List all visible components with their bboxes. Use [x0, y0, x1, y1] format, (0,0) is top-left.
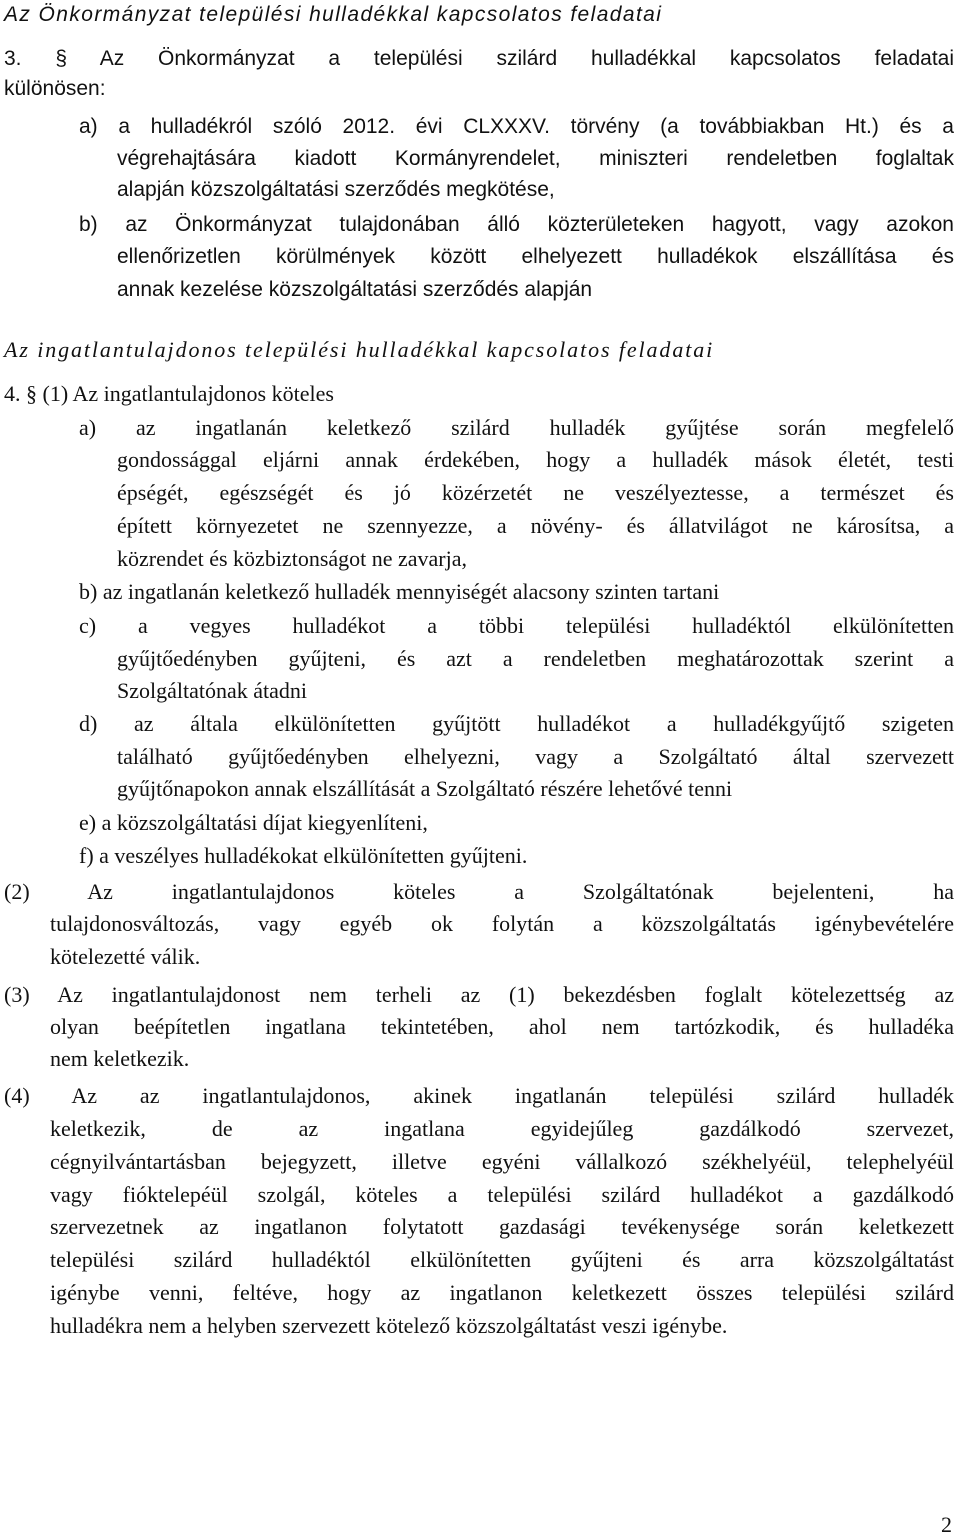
paragraph-4-4-line-5: szervezetnek az ingatlanon folytatott gazdasági tevékenysége során keletkezett [50, 1214, 954, 1239]
item-4d-line-2: található gyűjtőedényben elhelyezni, vagy a Szolgáltató által szervezett [117, 744, 954, 769]
item-a-line-2: végrehajtására kiadott Kormányrendelet, miniszteri rendeletben foglaltak [117, 147, 954, 170]
paragraph-4-4-line-3: cégnyilvántartásban bejegyzett, illetve egyéni vállalkozó székhelyéül, telephelyéül [50, 1149, 954, 1174]
item-4a-line-4: épített környezetet ne szennyezze, a növény- és állatvilágot ne károsítsa, a [117, 513, 954, 538]
section-heading-municipality: Az Önkormányzat települési hulladékkal kapcsolatos feladatai [4, 3, 663, 26]
page-number: 2 [941, 1512, 952, 1537]
item-4c-line-1: c) a vegyes hulladékot a többi települési hulladéktól elkülönítetten [79, 613, 954, 638]
paragraph-4-4-line-2: keletkezik, de az ingatlana egyidejűleg gazdálkodó szervezet, [50, 1116, 954, 1141]
item-4c-line-2: gyűjtőedényben gyűjteni, és azt a rendeletben meghatározottak szerint a [117, 646, 954, 671]
paragraph-4-2-line-1: (2) Az ingatlantulajdonos köteles a Szolgáltatónak bejelenteni, ha [4, 879, 954, 904]
paragraph-4-4-line-4: vagy fióktelepéül szolgál, köteles a települési szilárd hulladékot a gazdálkodó [50, 1182, 954, 1207]
paragraph-4-4-line-6: települési szilárd hulladéktól elkülönítetten gyűjteni és arra közszolgáltatást [50, 1247, 954, 1272]
item-4a-line-3: épségét, egészségét és jó közérzetét ne veszélyeztesse, a természet és [117, 480, 954, 505]
paragraph-4-4-line-8: hulladékra nem a helyben szervezett kötelező közszolgáltatást veszi igénybe. [50, 1313, 728, 1338]
item-4a-line-1: a) az ingatlanán keletkező szilárd hulladék gyűjtése során megfelelő [79, 415, 954, 440]
item-a-line-1: a) a hulladékról szóló 2012. évi CLXXXV. törvény (a továbbiakban Ht.) és a [79, 115, 954, 138]
item-4c-line-3: Szolgáltatónak átadni [117, 678, 307, 703]
item-4a-line-2: gondossággal eljárni annak érdekében, hogy a hulladék mások életét, testi [117, 447, 954, 472]
item-4d-line-3: gyűjtőnapokon annak elszállítását a Szolgáltató részére lehetővé tenni [117, 776, 733, 801]
item-a-line-3: alapján közszolgáltatási szerződés megkötése, [117, 178, 555, 201]
item-4e-line-1: e) a közszolgáltatási díjat kiegyenlíteni, [79, 810, 428, 835]
item-b-line-3: annak kezelése közszolgáltatási szerződés alapján [117, 278, 593, 301]
paragraph-4-4-line-7: igénybe venni, feltéve, hogy az ingatlanon keletkezett összes települési szilárd [50, 1280, 954, 1305]
item-4a-line-5: közrendet és közbiztonságot ne zavarja, [117, 546, 468, 571]
paragraph-3-line-1: 3. § Az Önkormányzat a települési szilárd hulladékkal kapcsolatos feladatai [4, 47, 954, 70]
item-4f-line-1: f) a veszélyes hulladékokat elkülönítetten gyűjteni. [79, 843, 528, 868]
paragraph-3-line-2: különösen: [4, 77, 106, 100]
paragraph-4-3-line-2: olyan beépítetlen ingatlana tekintetében, ahol nem tartózkodik, és hulladéka [50, 1014, 954, 1039]
paragraph-4-line-1: 4. § (1) Az ingatlantulajdonos köteles [4, 381, 334, 406]
paragraph-4-2-line-3: kötelezetté válik. [50, 944, 201, 969]
paragraph-4-3-line-1: (3) Az ingatlantulajdonost nem terheli az (1) bekezdésben foglalt kötelezettség az [4, 982, 954, 1007]
item-4d-line-1: d) az általa elkülönítetten gyűjtött hulladékot a hulladékgyűjtő szigeten [79, 711, 954, 736]
paragraph-4-3-line-3: nem keletkezik. [50, 1046, 190, 1071]
item-4b-line-1: b) az ingatlanán keletkező hulladék mennyiségét alacsony szinten tartani [79, 579, 720, 604]
paragraph-4-2-line-2: tulajdonosváltozás, vagy egyéb ok folytán a közszolgáltatás igénybevételére [50, 911, 954, 936]
section-heading-property-owner: Az ingatlantulajdonos települési hulladékkal kapcsolatos feladatai [4, 337, 715, 362]
item-b-line-2: ellenőrizetlen körülmények között elhelyezett hulladékok elszállítása és [117, 245, 954, 268]
paragraph-4-4-line-1: (4) Az az ingatlantulajdonos, akinek ingatlanán települési szilárd hulladék [4, 1083, 954, 1108]
item-b-line-1: b) az Önkormányzat tulajdonában álló közterületeken hagyott, vagy azokon [79, 213, 954, 236]
